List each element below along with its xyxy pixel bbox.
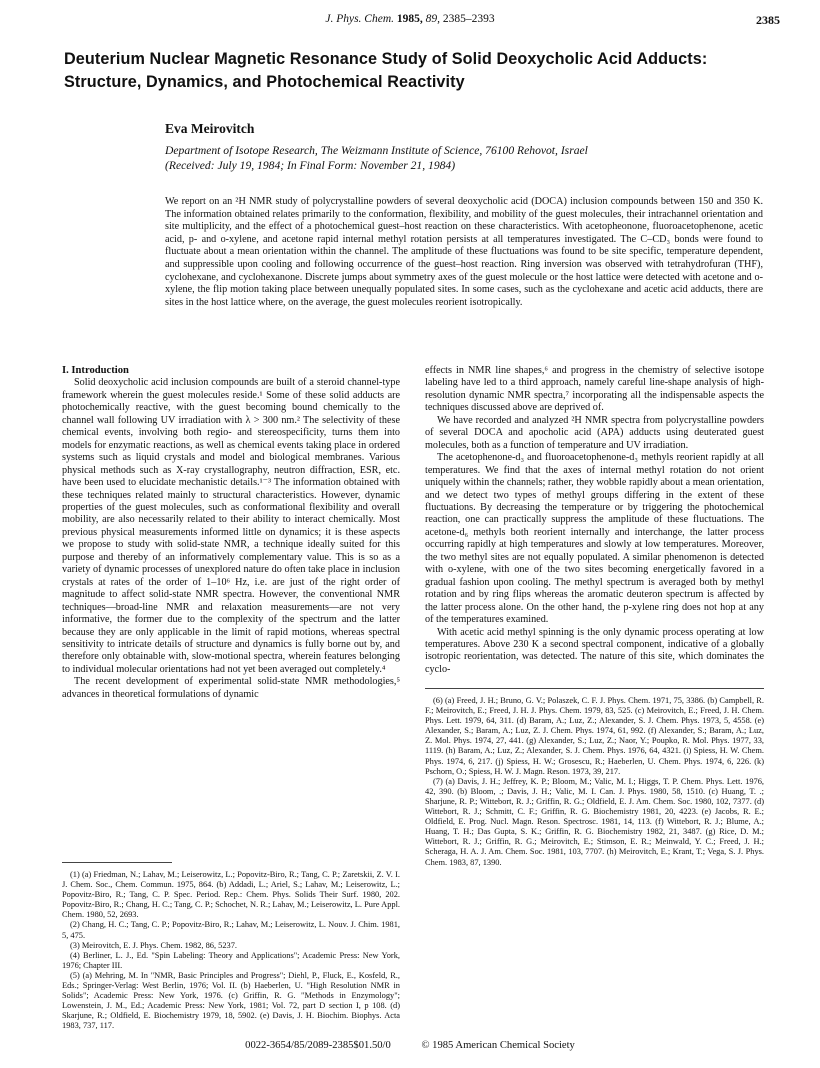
copyright-notice: © 1985 American Chemical Society bbox=[421, 1040, 575, 1051]
body-paragraph: The recent development of experimental solid-state NMR methodologies,⁵ advances in theoretical formulations of dynamic bbox=[62, 676, 400, 700]
affiliation: Department of Isotope Research, The Weizmann Institute of Science, 76100 Rehovot, Israel bbox=[165, 144, 588, 157]
article-code: 0022-3654/85/2089-2385$01.50/0 bbox=[245, 1040, 391, 1051]
body-paragraph: Solid deoxycholic acid inclusion compounds are built of a steroid channel-type framework wherein the guest molecules reside.¹ Some of these solid adducts are photochemically reactive, with the guest becoming bound chemically to the channel wall following UV irradiation with λ > 300 nm.² The selectivity of these chemical events, involving both regio- and stereospecificity, turns them into models for enzymatic reactions, as well as chemical events taking place in ordered systems such as liquid crystals and model and biological membranes. Various physical methods such as X-ray crystallography, neutron diffraction, ESR, etc. have been used to elucidate mechanistic details.¹⁻³ The information obtained with these techniques related mainly to structural characteristics. However, dynamic properties of the guest molecules, such as conformational flexibility and overall mobility, are also necessarily related to their ability to interact chemically. Most previous physical measurements informed little on dynamics; it is these aspects we propose to study with solid-state NMR, a technique ideally suited for this purpose and thereby of an informatively complementary value. This is so as a variety of dynamic processes of unexplored nature do often take place in inclusion crystals at rates of the order of 1–10⁶ Hz, i.e. are just of the right order of magnitude to affect solid-state NMR spectra. However, the conventional NMR techniques—broad-line NMR and relaxation measurements—are not very informative, the former due to the complexity of the spectrum and the latter because they are only applicable in the limit of rapid motions, whereas spectral sensitivity to intricate details of structure and dynamics is fully borne out by, and therefore only obtainable with, slow-motional spectra, wherein features belonging to individual molecular orientations had not yet been averaged out completely.⁴ bbox=[62, 377, 400, 675]
footnote: (1) (a) Friedman, N.; Lahav, M.; Leiserowitz, L.; Popovitz-Biro, R.; Tang, C. P.; Zaretskii, Z. V. I. J. Chem. Soc., Chem. Commun. 1975, 864. (b) Addadi, L.; Ariel, S.; Lahav, M.; Leiserowitz, L.; Popovitz-Biro, R.; Tang, C. P. Spec. Period. Rep.: Chem. Phys. Solids Their Surf. 1980, 202. Popovitz-Biro, R.; Chang, H. C.; Tang, C. P.; Schochet, N. R.; Lahav, M.; Leiserowitz, L. Pure Appl. Chem. 1980, 52, 2693. bbox=[62, 870, 400, 920]
footnotes-right bbox=[425, 696, 764, 868]
running-header bbox=[0, 13, 820, 25]
left-column bbox=[62, 365, 400, 701]
footnote: (6) (a) Freed, J. H.; Bruno, G. V.; Polaszek, C. F. J. Phys. Chem. 1971, 75, 3386. (b) Campbell, R. F.; Meirovitch, E.; Freed, J. H. J. Phys. Chem. 1979, 83, 525. (c) Meirovitch, E.; Freed, J. H. Chem. Phys. Lett. 1979, 64, 311. (d) Baram, A.; Luz, Z.; Alexander, S. J. Chem. Phys. 1973, 5, 4558. (e) Alexander, S.; Baram, A.; Luz, Z. J. Chem. Phys. 1974, 61, 992. (f) Alexander, S.; Baram, A.; Luz, Z. Mol. Phys. 1974, 27, 441. (g) Alexander, S.; Luz, Z.; Naor, Y.; Poupko, R. Mol. Phys. 1977, 33, 1119. (h) Baram, A.; Luz, Z.; Alexander, S. J. Chem. Phys. 1976, 64, 4321. (i) Spiess, H. W. Chem. Phys. 1974, 6, 217. (j) Spiess, H. W.; Grosescu, R.; Haeberlen, U. Chem. Phys. 1974, 6, 226. (k) Pschorn, O.; Spiess, H. W. J. Magn. Reson. 1973, 39, 217. bbox=[425, 696, 764, 776]
body-paragraph: With acetic acid methyl spinning is the only dynamic process operating at low temperatures. Above 230 K a second spectral component, indicative of a globally isotropic reorientation, was detected. The nature of this site, which dominates the cyclo- bbox=[425, 626, 764, 675]
footnotes-left bbox=[62, 870, 400, 1032]
article-title: Deuterium Nuclear Magnetic Resonance Study of Solid Deoxycholic Acid Adducts: Structure, Dynamics, and Photochemical Reactivity bbox=[64, 50, 708, 91]
footnote: (7) (a) Davis, J. H.; Jeffrey, K. P.; Bloom, M.; Valic, M. I.; Higgs, T. P. Chem. Phys. Lett. 1976, 42, 390. (b) Bloom, .; Davis, J. H.; Valic, M. I. Can. J. Phys. 1980, 58, 1510. (c) Huang, T. .; Sharjune, R. P.; Wittebort, R. J.; Griffin, R. G.; Oldfield, E. J. Am. Chem. Soc. 1980, 102, 7377. (d) Wittebort, R. J.; Schmitt, C. F.; Griffin, R. G. Biochemistry 1981, 20, 4223. (e) Jacobs, R. E.; Oldfield, E. Prog. Nucl. Magn. Reson. Spectrosc. 1981, 14, 113. (f) Wittebort, R. J.; Blume, A.; Huang, T. H.; Das Gupta, S. K.; Griffin, R. G. Biochemistry 1982, 21, 3487. (g) Rice, D. M.; Wittebort, R. J.; Griffin, R. G.; Meirovitch, E.; Stimson, E. R.; Meinwald, Y. C.; Freed, J. H.; Scheraga, H. A. J. Am. Chem. Soc. 1981, 103, 7707. (h) Meirovitch, E.; Krant, T.; Vega, S. J. Phys. Chem. 1983, 87, 1390. bbox=[425, 776, 764, 867]
body-paragraph: The acetophenone-d₃ and fluoroacetophenone-d₃ methyls reorient rapidly at all temperatures. We find that the axes of internal methyl rotation do not orient uniquely within the channels; rather, they wobble rapidly about a mean orientation, and we detect two types of methyl groups differing in the extent of these fluctuations. By decreasing the temperature or by triggering the photochemical reaction, one can practically suppress the amplitude of these fluctuations. The acetone-d₆ methyls both reorient internally and interchange, the latter process occurring rapidly at high temperatures and slowly at low temperatures. Moreover, the two methyl sites are not equally populated. A similar phenomenon is detected with o-xylene, with one of the two sites becoming energetically favored in a gradual fashion upon cooling. The methyl spectrum is averaged both by methyl rotation and by ring flips whereas the aromatic deuteron spectrum is affected by the latter process alone. On the other hand, the p-xylene ring does not hop at any of the temperatures examined. bbox=[425, 452, 764, 626]
footnote-rule bbox=[62, 862, 172, 863]
right-column bbox=[425, 365, 764, 676]
footnote: (2) Chang, H. C.; Tang, C. P.; Popovitz-Biro, R.; Lahav, M.; Leiserowitz, L. Nouv. J. Chim. 1981, 5, 475. bbox=[62, 920, 400, 940]
footnote: (5) (a) Mehring, M. In "NMR, Basic Principles and Progress"; Diehl, P., Fluck, E., Kosfeld, R., Eds.; Springer-Verlag: West Berlin, 1976; Vol. II. (b) Haeberlen, U. "High Resolution NMR in Solids"; Academic Press: New York, 1976. (c) Griffin, R. G. "Methods in Enzymology"; Lowenstein, J. M., Ed.; Academic Press: New York, 1981; Vol. 72, part D section I, p 108. (d) Skarjune, R.; Oldfield, E. Biochemistry 1979, 18, 5902. (e) Davis, J. H. Biochim. Biophys. Acta 1983, 737, 117. bbox=[62, 970, 400, 1031]
journal-year: 1985, bbox=[396, 13, 423, 25]
received-dates: (Received: July 19, 1984; In Final Form: November 21, 1984) bbox=[165, 159, 456, 172]
body-paragraph: We have recorded and analyzed ²H NMR spectra from polycrystalline powders of several DOCA and apocholic acid (APA) adducts using deuterated guest molecules, both as a function of temperature and UV irradiation. bbox=[425, 414, 764, 451]
page-footer bbox=[0, 1040, 820, 1051]
body-paragraph: effects in NMR line shapes,⁶ and progress in the chemistry of selective isotope labeling have led to a third approach, namely careful line-shape analysis of high-resolution dynamic NMR spectra,⁷ incorporating all the indispensable aspects the techniques discussed above are deprived of. bbox=[425, 365, 764, 414]
page-number: 2385 bbox=[756, 13, 780, 27]
footnote-rule bbox=[425, 688, 764, 689]
journal-name: J. Phys. Chem. bbox=[325, 13, 395, 25]
footnote: (3) Meirovitch, E. J. Phys. Chem. 1982, 86, 5237. bbox=[70, 940, 238, 950]
author-name: Eva Meirovitch bbox=[165, 121, 255, 136]
section-heading: I. Introduction bbox=[62, 365, 129, 376]
journal-volume: 89, bbox=[425, 13, 441, 25]
abstract-text: We report on an ²H NMR study of polycrystalline powders of several deoxycholic acid (DOCA) inclusion compounds between 150 and 350 K. The information obtained relates primarily to the conformation, flexibility, and mobility of the guest molecules, their intrachannel orientation and site multiplicity, and the effect of a photochemical guest–host reaction on these characteristics. With acetopheonone, fluoroacetophenone, acetic acid, p- and o-xylene, and acetone rapid internal methyl rotation persists at all temperatures investigated. The C–CD₃ bonds were found to fluctuate about a mean orientation within the channel. The amplitude of these fluctuations was found to be site specific, temperature dependent, and suppressible upon cooling and following occurrence of the guest–host reaction. Ring inversion was observed with tetrahydrofuran (THF), cyclohexane, and cyclohexanone. Discrete jumps about symmetry axes of the guest molecule or the host lattice were detected with acetone and o-xylene, the flip motion taking place between unequally populated sites. In some cases, such as the cyclohexane and acetic acid adducts, there are sites in the host lattice where, on the average, the guest molecules reorient isotropically. bbox=[165, 196, 763, 308]
footnote: (4) Berliner, L. J., Ed. "Spin Labeling: Theory and Applications"; Academic Press: New York, 1976; Chapter III. bbox=[62, 950, 400, 970]
affiliation-block bbox=[165, 143, 765, 173]
journal-pages: 2385–2393 bbox=[442, 13, 495, 25]
abstract bbox=[165, 196, 763, 309]
